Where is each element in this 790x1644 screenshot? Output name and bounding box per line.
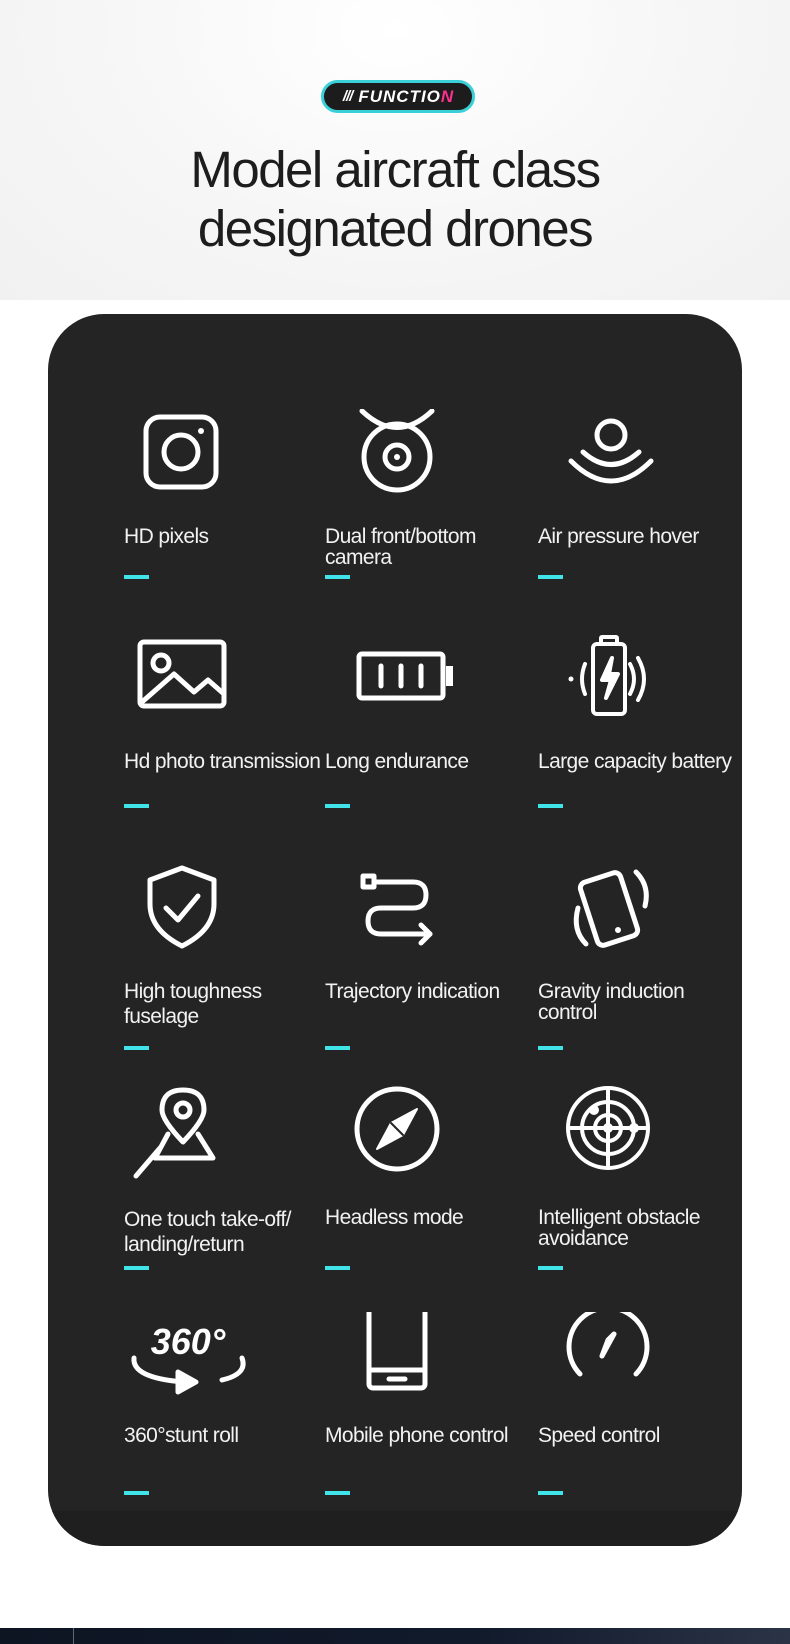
feature-trajectory — [325, 864, 535, 1074]
page-title-line-2: designated drones — [197, 200, 593, 257]
feature-label: Mobile phone control — [325, 1424, 508, 1447]
page-title-line-1: Model aircraft class — [190, 141, 600, 198]
speedometer-icon — [538, 1312, 678, 1412]
feature-hd-pixels — [124, 409, 334, 619]
mobile-phone-icon — [325, 1312, 465, 1412]
accent-dash — [124, 1491, 149, 1495]
feature-label: Large capacity battery — [538, 750, 732, 773]
next-section-edge — [0, 1628, 790, 1644]
camera-icon — [124, 409, 264, 509]
accent-dash — [538, 575, 563, 579]
feature-long-endurance — [325, 634, 535, 844]
feature-label: Long endurance — [325, 750, 469, 773]
accent-dash — [124, 1266, 149, 1270]
page-title — [0, 140, 790, 258]
feature-label: Hd photo transmission — [124, 750, 321, 773]
compass-icon — [325, 1086, 465, 1186]
accent-dash — [325, 1046, 350, 1050]
divider-line — [73, 1628, 74, 1644]
feature-air-pressure-hover — [538, 409, 742, 619]
feature-label: High toughness fuselage — [124, 980, 262, 1028]
accent-dash — [325, 804, 350, 808]
feature-label: HD pixels — [124, 525, 209, 548]
feature-photo-transmission — [124, 634, 334, 844]
svg-text:360°: 360° — [150, 1321, 226, 1362]
panel-footer-strip — [48, 1511, 742, 1546]
feature-label: Headless mode — [325, 1206, 464, 1229]
air-pressure-hover-icon — [538, 409, 678, 509]
accent-dash — [538, 804, 563, 808]
feature-stunt-roll — [124, 1312, 334, 1522]
accent-dash — [538, 1046, 563, 1050]
feature-obstacle-avoidance — [538, 1086, 742, 1296]
trajectory-icon — [325, 864, 465, 964]
badge-slashes: /// — [342, 88, 353, 105]
feature-label: Dual front/bottom camera — [325, 525, 476, 569]
feature-label: Air pressure hover — [538, 525, 699, 548]
accent-dash — [124, 1046, 149, 1050]
badge-last-letter: N — [440, 86, 454, 106]
shield-check-icon — [124, 864, 264, 964]
feature-label: Trajectory indication — [325, 980, 500, 1003]
feature-label: Gravity induction control — [538, 980, 685, 1024]
accent-dash — [325, 1491, 350, 1495]
function-badge — [321, 80, 475, 113]
feature-label: Speed control — [538, 1424, 660, 1447]
feature-dual-camera — [325, 409, 535, 619]
dual-camera-icon — [325, 409, 465, 509]
feature-one-touch — [124, 1086, 334, 1296]
feature-label: One touch take-off/ landing/return — [124, 1208, 291, 1256]
charging-battery-icon — [538, 634, 678, 734]
feature-headless — [325, 1086, 535, 1296]
accent-dash — [538, 1491, 563, 1495]
features-panel — [48, 314, 742, 1546]
feature-mobile-control — [325, 1312, 535, 1522]
radar-icon — [538, 1086, 678, 1186]
photo-icon — [124, 634, 264, 734]
map-pin-icon — [124, 1086, 264, 1186]
accent-dash — [325, 1266, 350, 1270]
accent-dash — [325, 575, 350, 579]
phone-rotate-icon — [538, 864, 678, 964]
battery-icon — [325, 634, 465, 734]
accent-dash — [538, 1266, 563, 1270]
badge-word: FUNCTIO — [358, 86, 441, 106]
feature-toughness — [124, 864, 334, 1074]
feature-large-battery — [538, 634, 742, 844]
feature-speed-control — [538, 1312, 742, 1522]
feature-label: 360°stunt roll — [124, 1424, 239, 1447]
accent-dash — [124, 804, 149, 808]
accent-dash — [124, 575, 149, 579]
feature-gravity-induction — [538, 864, 742, 1074]
360-roll-icon — [124, 1312, 264, 1412]
feature-label: Intelligent obstacle avoidance — [538, 1206, 700, 1250]
